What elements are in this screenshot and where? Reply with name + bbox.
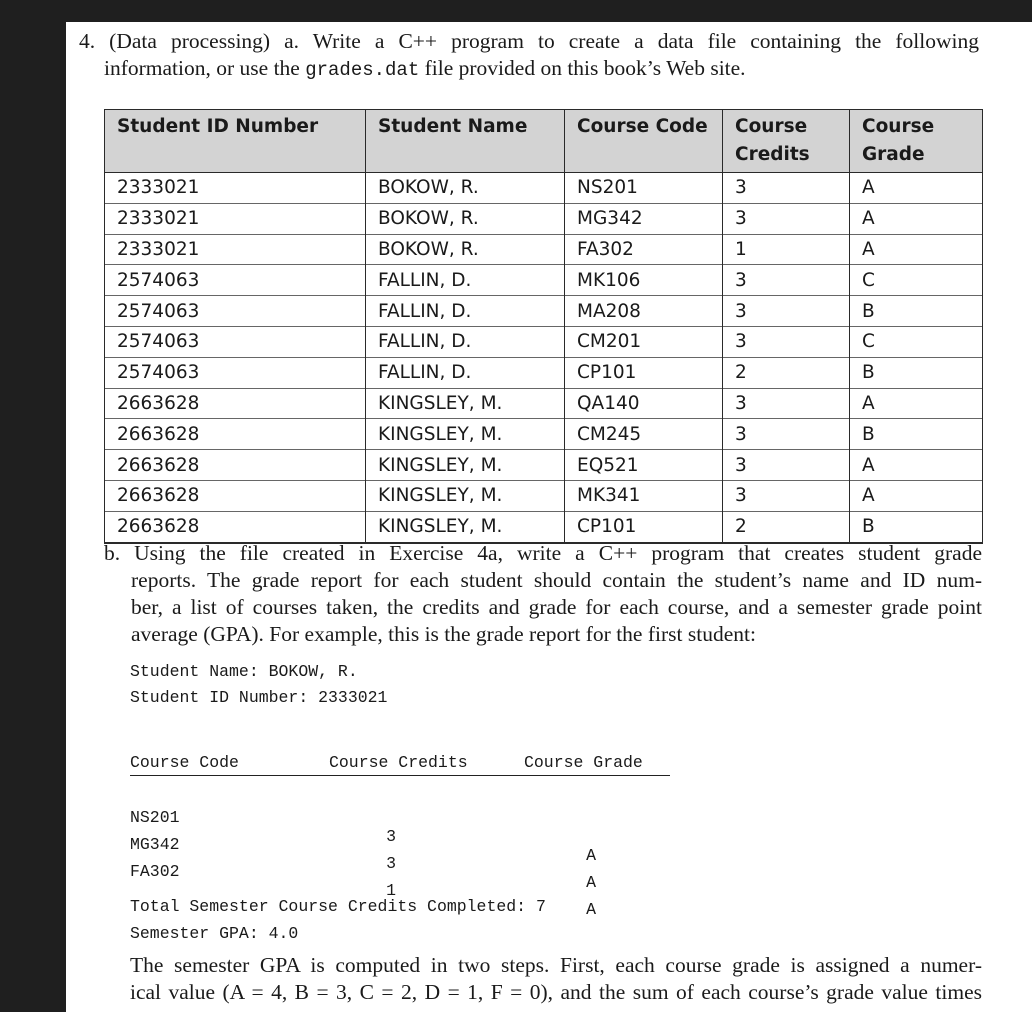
- header-course-code: Course Code: [565, 110, 723, 173]
- cell-course-code: FA302: [565, 234, 723, 265]
- exercise-4b-line: average (GPA). For example, this is the grade report for the first student:: [131, 622, 756, 646]
- cell-course-code: MK341: [565, 480, 723, 511]
- cell-course-grade: A: [850, 203, 983, 234]
- cell-course-credits: 3: [723, 480, 850, 511]
- table-row: [105, 450, 983, 481]
- cell-course-code: CP101: [565, 511, 723, 542]
- report-header-credits: Course Credits: [329, 753, 468, 772]
- cell-course-code: NS201: [565, 173, 723, 204]
- exercise-4a-line-2: information, or use the grades.dat file provided on this book’s Web site.: [104, 56, 746, 81]
- cell-course-credits: 3: [723, 419, 850, 450]
- cell-course-grade: A: [850, 388, 983, 419]
- cell-student-id: 2574063: [105, 326, 366, 357]
- cell-course-code: CM201: [565, 326, 723, 357]
- table-row: [105, 388, 983, 419]
- cell-course-grade: A: [850, 234, 983, 265]
- cell-student-name: FALLIN, D.: [366, 296, 565, 327]
- filename-code: grades.dat: [305, 59, 420, 81]
- cell-course-credits: 3: [723, 326, 850, 357]
- cell-course-grade: C: [850, 265, 983, 296]
- cell-student-id: 2333021: [105, 234, 366, 265]
- cell-course-credits: 3: [723, 173, 850, 204]
- cell-student-id: 2663628: [105, 480, 366, 511]
- table-row: [105, 480, 983, 511]
- cell-course-grade: B: [850, 511, 983, 542]
- cell-course-credits: 3: [723, 265, 850, 296]
- table-header-row: [105, 110, 983, 173]
- report-gpa: Semester GPA: 4.0: [130, 924, 299, 943]
- cell-course-code: EQ521: [565, 450, 723, 481]
- cell-course-code: QA140: [565, 388, 723, 419]
- header-course-credits: Course Credits: [723, 110, 850, 173]
- cell-course-code: MG342: [565, 203, 723, 234]
- cell-course-grade: B: [850, 296, 983, 327]
- cell-student-name: KINGSLEY, M.: [366, 480, 565, 511]
- exercise-4b-line: reports. The grade report for each student should contain the student’s name and ID num-: [131, 568, 982, 592]
- grades-table: [104, 109, 983, 544]
- table-row: [105, 203, 983, 234]
- cell-student-name: KINGSLEY, M.: [366, 511, 565, 542]
- cell-course-credits: 3: [723, 450, 850, 481]
- cell-student-id: 2574063: [105, 357, 366, 388]
- report-code: MG342: [130, 835, 180, 854]
- cell-course-code: MA208: [565, 296, 723, 327]
- cell-student-id: 2574063: [105, 296, 366, 327]
- cell-course-code: MK106: [565, 265, 723, 296]
- cell-course-credits: 3: [723, 388, 850, 419]
- gpa-line-2: ical value (A = 4, B = 3, C = 2, D = 1, F = 0), and the sum of each course’s grade value times: [130, 980, 982, 1004]
- header-course-grade: Course Grade: [850, 110, 983, 173]
- cell-student-id: 2663628: [105, 511, 366, 542]
- cell-course-credits: 1: [723, 234, 850, 265]
- exercise-4a-paragraph: [79, 28, 979, 84]
- cell-student-id: 2663628: [105, 388, 366, 419]
- gpa-explanation-paragraph: [130, 952, 982, 1006]
- table-row: [105, 234, 983, 265]
- cell-course-grade: C: [850, 326, 983, 357]
- cell-course-code: CM245: [565, 419, 723, 450]
- report-total-credits: Total Semester Course Credits Completed: 7: [130, 897, 546, 916]
- cell-student-name: KINGSLEY, M.: [366, 450, 565, 481]
- cell-student-id: 2574063: [105, 265, 366, 296]
- report-grade: A: [586, 900, 596, 919]
- cell-student-name: FALLIN, D.: [366, 357, 565, 388]
- header-student-name: Student Name: [366, 110, 565, 173]
- cell-student-name: KINGSLEY, M.: [366, 419, 565, 450]
- report-credits: 1: [386, 881, 396, 900]
- cell-student-name: FALLIN, D.: [366, 326, 565, 357]
- exercise-4b-line: ber, a list of courses taken, the credits and grade for each course, and a semester grade point: [131, 595, 982, 619]
- table-row: [105, 419, 983, 450]
- report-student-id: Student ID Number: 2333021: [130, 688, 388, 707]
- cell-student-id: 2663628: [105, 450, 366, 481]
- table-row: [105, 296, 983, 327]
- exercise-4b-line: b. Using the file created in Exercise 4a, write a C++ program that creates student grade: [104, 541, 982, 565]
- cell-course-code: CP101: [565, 357, 723, 388]
- cell-course-grade: B: [850, 357, 983, 388]
- report-column-headers: [130, 753, 670, 776]
- exercise-4a-line-1: 4. (Data processing) a. Write a C++ program to create a data file containing the following: [79, 29, 979, 53]
- cell-student-id: 2333021: [105, 203, 366, 234]
- table-row: [105, 357, 983, 388]
- report-credits: 3: [386, 854, 396, 873]
- cell-student-name: KINGSLEY, M.: [366, 388, 565, 419]
- cell-course-credits: 3: [723, 203, 850, 234]
- report-header-code: Course Code: [130, 753, 239, 772]
- cell-course-grade: A: [850, 480, 983, 511]
- cell-course-credits: 2: [723, 357, 850, 388]
- document-page: [66, 22, 1032, 1012]
- report-header-grade: Course Grade: [524, 753, 643, 772]
- cell-course-grade: A: [850, 450, 983, 481]
- header-student-id: Student ID Number: [105, 110, 366, 173]
- cell-student-id: 2333021: [105, 173, 366, 204]
- cell-student-name: BOKOW, R.: [366, 173, 565, 204]
- cell-student-name: BOKOW, R.: [366, 234, 565, 265]
- table-row: [105, 511, 983, 542]
- cell-course-credits: 2: [723, 511, 850, 542]
- cell-student-name: FALLIN, D.: [366, 265, 565, 296]
- report-grade: A: [586, 873, 596, 892]
- cell-student-id: 2663628: [105, 419, 366, 450]
- exercise-4b-paragraph: [104, 540, 982, 648]
- cell-course-credits: 3: [723, 296, 850, 327]
- table-row: [105, 173, 983, 204]
- cell-student-name: BOKOW, R.: [366, 203, 565, 234]
- cell-course-grade: B: [850, 419, 983, 450]
- gpa-line-1: The semester GPA is computed in two steps. First, each course grade is assigned a numer-: [130, 953, 982, 977]
- table-row: [105, 326, 983, 357]
- report-grade: A: [586, 846, 596, 865]
- report-code: FA302: [130, 862, 180, 881]
- report-student-name: Student Name: BOKOW, R.: [130, 662, 358, 681]
- report-code: NS201: [130, 808, 180, 827]
- table-row: [105, 265, 983, 296]
- cell-course-grade: A: [850, 173, 983, 204]
- report-credits: 3: [386, 827, 396, 846]
